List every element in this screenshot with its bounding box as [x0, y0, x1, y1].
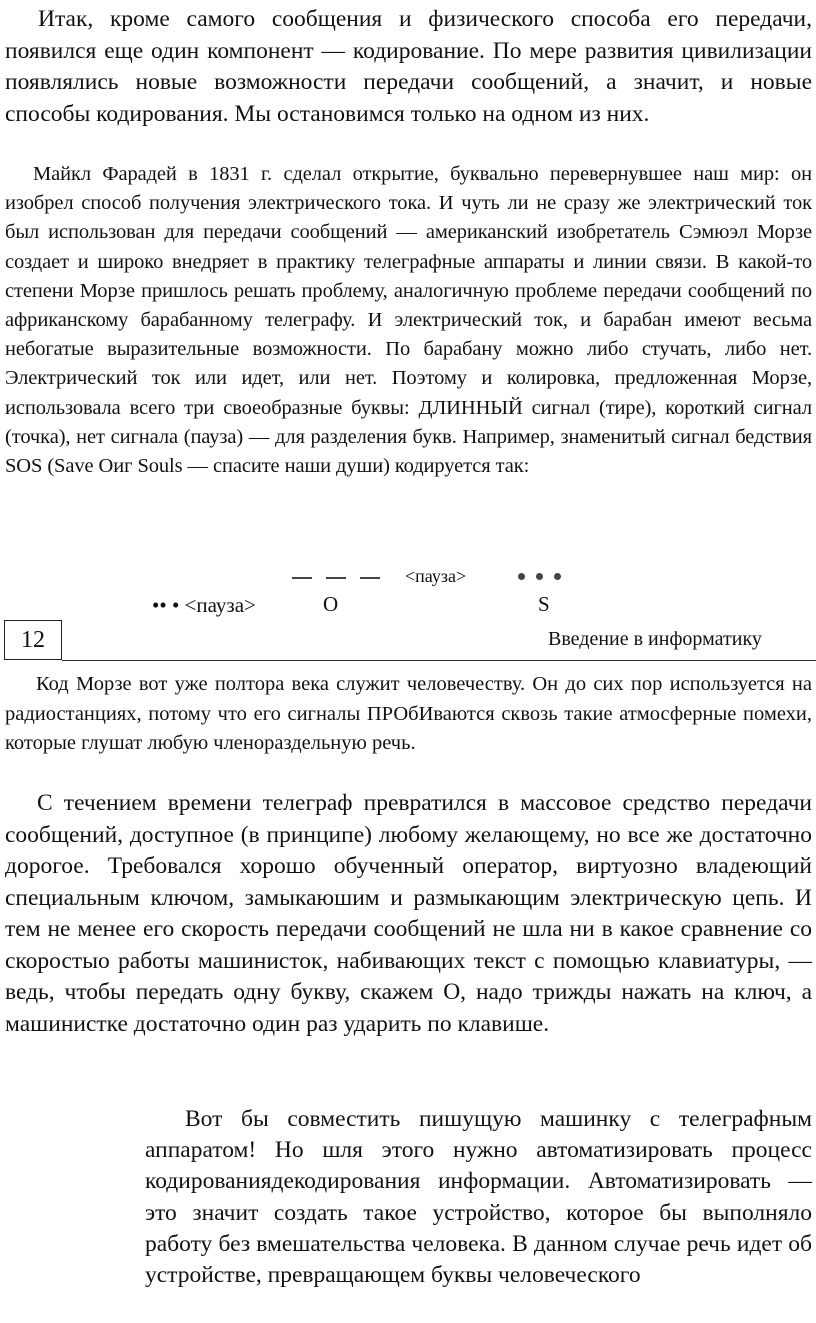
morse-letter-s: S: [538, 592, 550, 616]
morse-dot: [554, 573, 561, 580]
running-head: Введение в информатику: [548, 628, 762, 650]
morse-dot: [536, 573, 543, 580]
page-number: 12: [4, 620, 62, 660]
paragraph-automation: Вот бы совместить пишущую машинку с телеграфным аппаратом! Но шля этого нужно автоматизировать процесс кодированиядекодирования информации. Автоматизировать — это значит создать такое устройство, которое бы выполняло работу без вмешательства человека. В данном случае речь идет об устройстве, превращающем буквы человеческого: [145, 1106, 812, 1289]
paragraph-morse-today: Код Морзе вот уже полтора века служит человечеству. Он до сих пор используется на радиостанциях, потому что его сигналы ПРОбИваются сквозь такие атмосферные помехи, которые глушат любую членораздельную речь.: [5, 673, 812, 754]
morse-letter-o: O: [323, 592, 339, 616]
paragraph-telegraph-mass: С течением времени телеграф превратился в массовое средство передачи сообщений, доступное (в принципе) любому желающему, но все же достаточно дорогое. Требовался хорошо обученный оператор, виртуозно владеющий специальным ключом, замыкаюшим и размыкающим электрическую цепь. И тем не менее его скорость передачи сообщений не шла ни в какое сравнение со скоростыо работы машинисток, набивающих текст с помощью клавиатуры, — ведь, чтобы передать одну букву, скажем О, надо трижды нажать на ключ, а машинистке достаточно один раз ударить по клавише.: [5, 790, 812, 1037]
morse-sos-fragment: •• • <пауза>: [152, 593, 256, 617]
morse-dash: [360, 577, 380, 579]
morse-pause-label: <пауза>: [405, 566, 467, 586]
footer-rule: [62, 660, 816, 661]
morse-code-figure: [288, 562, 568, 616]
morse-dot: [518, 573, 525, 580]
morse-dash: [292, 577, 312, 579]
paragraph-faraday-morse: Майкл Фарадей в 1831 г. сделал открытие, буквально перевернувшее наш мир: он изобрел способ получения электрического тока. И чуть ли не сразу же электрический ток был использован для передачи сообщений — американский изобретатель Сэмюэл Морзе создает и широко внедряет в практику телеграфные аппараты и линии связи. В какой-то степени Морзе пришлось решать проблему, аналогичную проблеме передачи сообщений по африканскому барабанному телеграфу. И электрический ток, и барабан имеют весьма небогатые выразительные возможности. По барабану можно либо стучать, либо нет. Электрический ток или идет, или нет. Поэтому и колировка, предложенная Морзе, использовала всего три своеобразные буквы: ДЛИННЫЙ сигнал (тире), короткий сигнал (точка), нет сигнала (пауза) — для разделения букв. Например, знаменитый сигнал бедствия SOS (Save Оиг Souls — спасите наши души) кодируется так:: [5, 163, 812, 478]
paragraph-coding-intro: Итак, кроме самого сообщения и физического способа его передачи, появился еще один компонент — кодирование. По мере развития цивилизации появлялись новые возможности передачи сообщений, а значит, и новые способы кодирования. Мы остановимся только на одном из них.: [5, 6, 812, 127]
morse-dash: [326, 577, 346, 579]
